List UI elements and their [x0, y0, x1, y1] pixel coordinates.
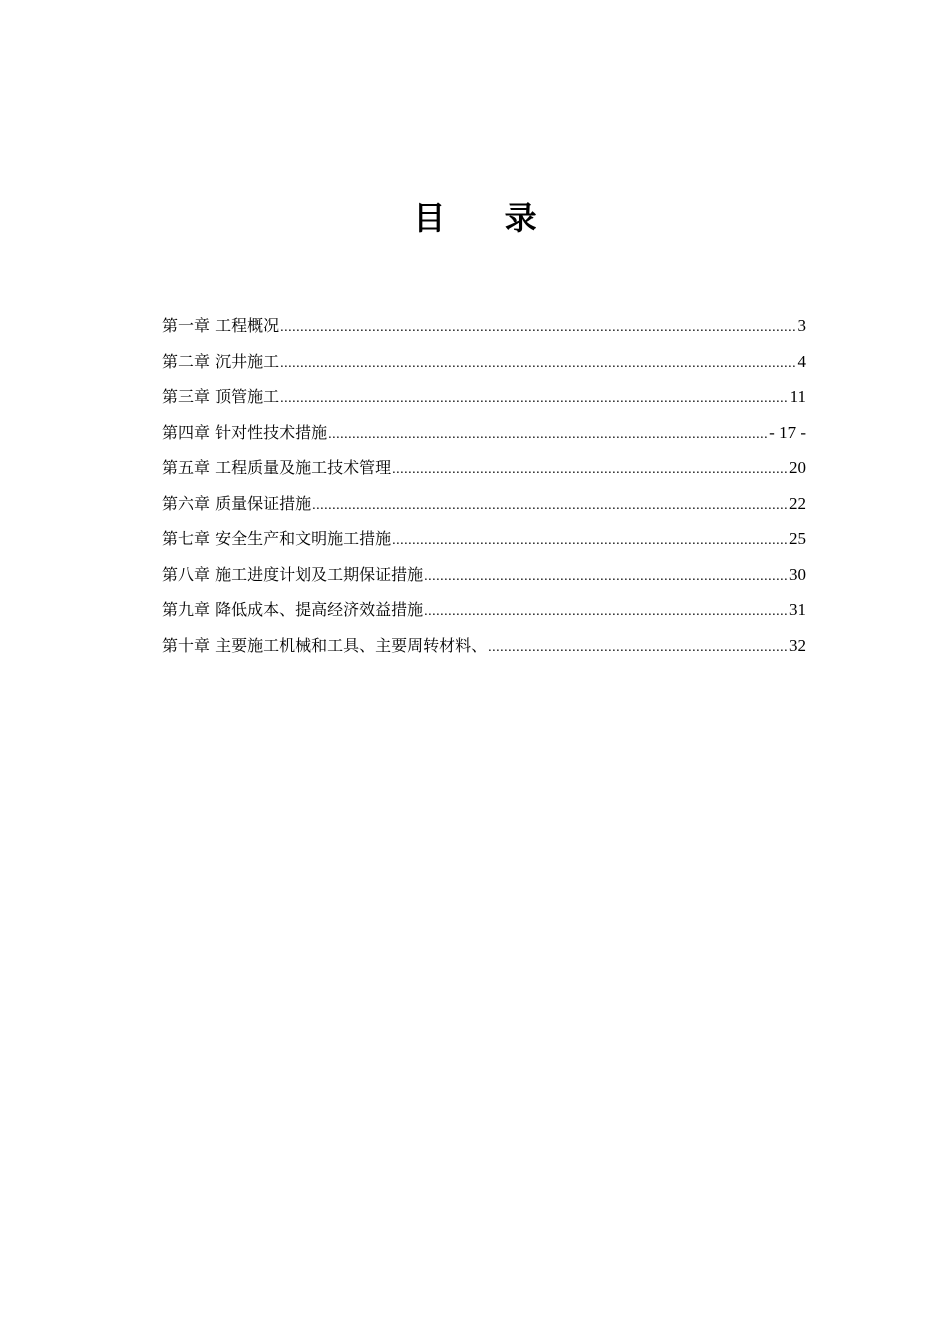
toc-leader-dots [424, 594, 788, 630]
toc-entry-label: 第五章 工程质量及施工技术管理 [162, 458, 392, 477]
toc-entry-page: 20 [789, 458, 806, 477]
toc-entry-page: - 17 - [769, 422, 806, 442]
toc-leader-dots [328, 417, 768, 453]
toc-title: 目 录 [413, 199, 561, 237]
toc-leader-dots [424, 559, 788, 595]
toc-entry[interactable] [162, 450, 806, 486]
toc-entry-label: 第十章 主要施工机械和工具、主要周转材料、 [162, 635, 488, 655]
toc-entry[interactable] [162, 344, 806, 380]
toc-entry-label: 第四章 针对性技术措施 [162, 422, 328, 442]
toc-entry[interactable] [162, 486, 806, 522]
toc-entry-label: 第八章 施工进度计划及工期保证措施 [162, 564, 424, 584]
toc-entry-label: 第九章 降低成本、提高经济效益措施 [162, 600, 424, 619]
toc-list [162, 308, 806, 663]
toc-entry[interactable] [162, 379, 806, 415]
toc-entry[interactable] [162, 415, 806, 451]
toc-entry[interactable] [162, 628, 806, 664]
toc-leader-dots [280, 381, 789, 417]
toc-entry-label: 第二章 沉井施工 [162, 351, 280, 371]
toc-entry-page: 32 [789, 635, 806, 655]
toc-entry[interactable] [162, 521, 806, 557]
toc-entry-label: 第一章 工程概况 [162, 316, 280, 335]
toc-leader-dots [392, 452, 788, 488]
toc-leader-dots [392, 523, 788, 559]
toc-entry-page: 22 [789, 493, 806, 513]
toc-entry-page: 30 [789, 564, 806, 584]
toc-leader-dots [280, 310, 796, 346]
toc-entry[interactable] [162, 557, 806, 593]
toc-leader-dots [312, 488, 788, 524]
toc-leader-dots [488, 630, 788, 666]
toc-entry-page: 25 [789, 529, 806, 548]
toc-entry[interactable] [162, 308, 806, 344]
toc-leader-dots [280, 346, 796, 382]
toc-entry-label: 第七章 安全生产和文明施工措施 [162, 529, 392, 548]
toc-entry-page: 3 [797, 316, 806, 335]
toc-entry-page: 11 [789, 387, 806, 406]
toc-entry-label: 第六章 质量保证措施 [162, 493, 312, 513]
toc-entry-label: 第三章 顶管施工 [162, 387, 280, 406]
toc-entry[interactable] [162, 592, 806, 628]
toc-entry-page: 4 [797, 351, 806, 371]
toc-entry-page: 31 [789, 600, 806, 619]
